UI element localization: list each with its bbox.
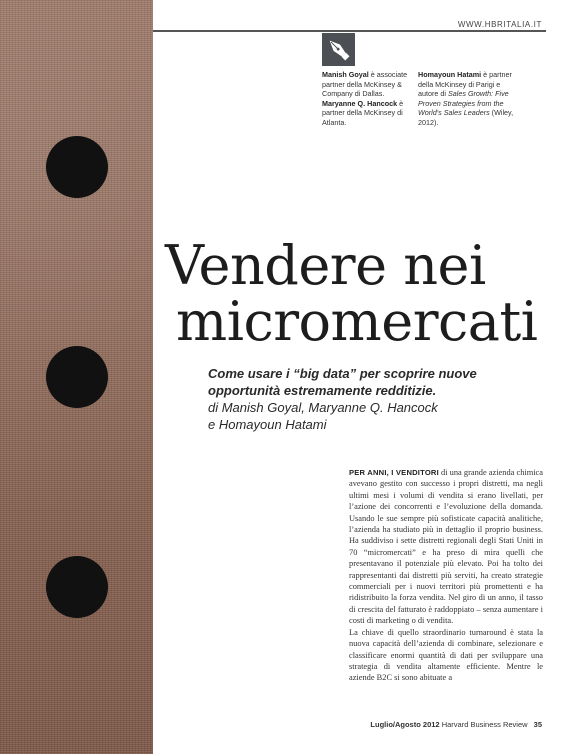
punch-hole-middle (46, 346, 108, 408)
decorative-texture-panel (0, 0, 153, 754)
author-bio-column-1 (322, 70, 412, 127)
page-number: 35 (533, 720, 542, 729)
byline-line-2: e Homayoun Hatami (208, 417, 327, 432)
title-line-2: micromercati (176, 290, 538, 353)
author-bio: è partner della McKinsey di Parigi e autore di (418, 70, 512, 98)
lead-in: PER ANNI, I VENDITORI (349, 468, 439, 477)
author-bio: è partner della McKinsey di Atlanta. (322, 98, 404, 127)
body-paragraph-1 (349, 467, 543, 627)
issue-date: Luglio/Agosto 2012 (370, 720, 440, 729)
punch-hole-bottom (46, 556, 108, 618)
article-byline (208, 399, 438, 433)
title-line-1: Vendere nei (165, 234, 486, 297)
author-name: Maryanne Q. Hancock (322, 98, 398, 108)
punch-hole-top (46, 136, 108, 198)
article-subtitle: Come usare i “big data” per scoprire nuove opportunità estremamente redditizie. (208, 366, 477, 398)
author-bio-column-2 (418, 70, 516, 127)
header-rule (153, 30, 546, 32)
page-footer (370, 720, 542, 729)
author-name: Homayoun Hatami (418, 70, 482, 79)
body-paragraph-2: La chiave di quello straordinario turnaround è stata la nuova capacità dell’azienda di combinare, selezionare e classificare enormi quantità di dati per sviluppare una strategia di vendita altamente efficiente. Mentre le aziende B2C si sono abituate a (349, 627, 543, 683)
article-title (165, 234, 538, 353)
paragraph-text: di una grande azienda chimica avevano gestito con successo i propri distretti, ma negli ultimi mesi i volumi di vendita si erano livellati, per l’azione dei concorrenti e l’evoluzione della domanda. Usando le sue sempre più sofisticate capacità analitiche, l’azienda ha studiato più in dettaglio il proprio business. Ha suddiviso i sette distretti regionali degli Stati Uniti in 70 “micromercati” e ha preso di mira quelli che presentavano il potenziale più elevato. Poi ha tolto dei rappresentanti dai distretti più serviti, ha creato strategie commerciali per i nuovi territori più promettenti e ha ridistribuito la forza vendita. Nel giro di un anno, il tasso di crescita del fatturato è raddoppiato – senza aumentare i costi di marketing o di vendita. (349, 468, 543, 626)
magazine-name: Harvard Business Review (441, 720, 528, 729)
book-title: Sales Growth: Five Proven Strategies from the World's Sales Leaders (418, 89, 509, 117)
site-url[interactable]: WWW.HBRITALIA.IT (457, 20, 542, 29)
author-bio: è associate partner della McKinsey & Company di Dallas. (322, 70, 408, 98)
author-bio-tail: (Wiley, 2012). (418, 108, 514, 127)
article-body (349, 467, 543, 684)
author-name: Manish Goyal (322, 70, 369, 79)
fountain-pen-icon (322, 33, 355, 66)
byline-line-1: di Manish Goyal, Maryanne Q. Hancock (208, 400, 438, 415)
